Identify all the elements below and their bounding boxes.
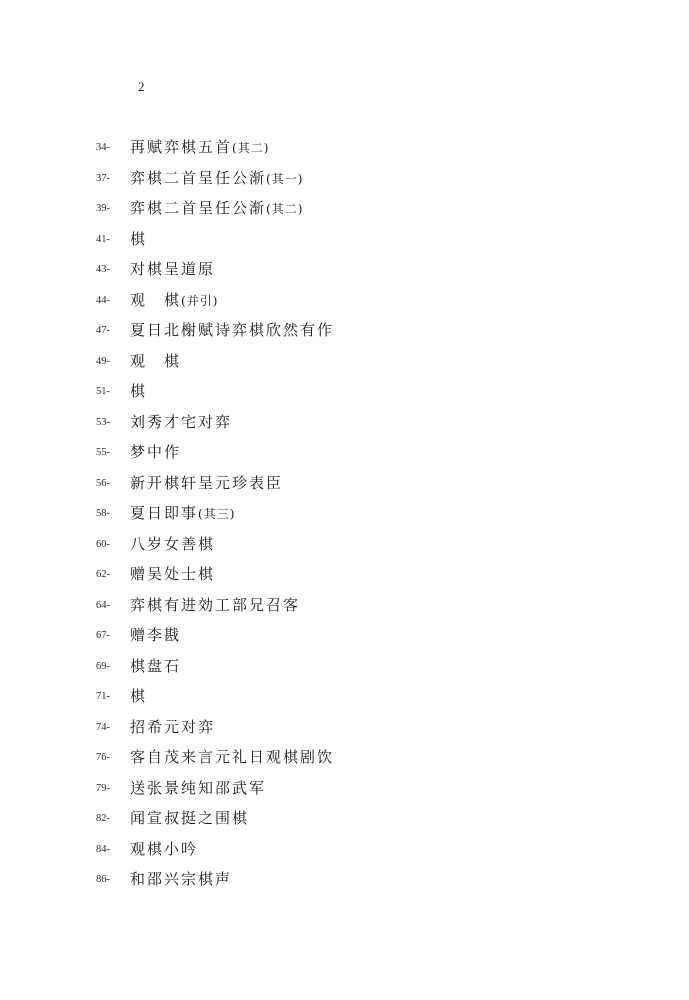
toc-title-text: 观 棋: [130, 351, 182, 370]
toc-title-text: 棋: [130, 382, 148, 400]
toc-entry: [0, 287, 689, 318]
toc-entry: [0, 592, 689, 623]
toc-title-text: 送张景纯知邵武军: [130, 778, 267, 797]
toc-title: [130, 472, 283, 495]
toc-title-text: 赠李戡: [130, 626, 182, 644]
toc-entry: [0, 836, 689, 867]
toc-page-ref: 79-: [96, 782, 110, 794]
toc-title-text: 弈棋二首呈任公渐: [130, 199, 267, 217]
toc-title-text: 夏日北榭赋诗弈棋欣然有作: [130, 321, 335, 339]
toc-title-text: 棋: [130, 229, 148, 248]
toc-page-ref: 43-: [96, 264, 110, 275]
toc-title-text: 棋盘石: [130, 656, 182, 675]
toc-page-ref: 58-: [96, 508, 110, 519]
toc-entry: [0, 500, 689, 531]
toc-title-text: 客自茂来言元礼日观棋剧饮: [130, 748, 335, 766]
toc-title: [130, 380, 147, 403]
toc-title: [130, 807, 249, 830]
toc-page-ref: 86-: [96, 874, 110, 885]
toc-title-text: 和邵兴宗棋声: [130, 870, 233, 888]
toc-entry: [0, 805, 689, 836]
toc-entry: [0, 378, 689, 409]
toc-entry: [0, 439, 689, 470]
toc-title-text: 再赋弈棋五首: [130, 138, 233, 156]
toc-title-text: 新开棋轩呈元珍表臣: [130, 473, 284, 492]
toc-title-text: 对棋呈道原: [130, 260, 216, 278]
toc-page-ref: 55-: [96, 447, 110, 458]
toc-entry: [0, 348, 689, 379]
toc-title: [130, 258, 215, 281]
toc-entry: [0, 714, 689, 745]
toc-title-text: 夏日即事: [130, 504, 199, 522]
toc-entry: [0, 134, 689, 165]
toc-title: [130, 136, 269, 159]
toc-page-ref: 41-: [96, 233, 110, 245]
toc-entry: [0, 531, 689, 562]
toc-title: [130, 441, 181, 464]
toc-entry: [0, 622, 689, 653]
toc-entry: [0, 256, 689, 287]
toc-page-ref: 47-: [96, 325, 110, 336]
toc-entry: [0, 317, 689, 348]
toc-title: [130, 624, 181, 647]
toc-page-ref: 69-: [96, 660, 110, 672]
toc-page-ref: 49-: [96, 355, 110, 367]
toc-title: [130, 167, 303, 190]
toc-title-note: (其三): [198, 507, 236, 521]
toc-title: [130, 228, 147, 251]
toc-title-text: 梦中作: [130, 443, 182, 461]
toc-page-ref: 74-: [96, 721, 110, 733]
toc-page-ref: 60-: [96, 538, 110, 550]
toc-title: [130, 319, 334, 342]
toc-page-ref: 62-: [96, 569, 110, 580]
toc-page-ref: 84-: [96, 843, 110, 855]
toc-entry: [0, 744, 689, 775]
toc-title: [130, 746, 334, 769]
toc-title: [130, 655, 181, 678]
toc-page-ref: 71-: [96, 691, 110, 702]
toc-entry: [0, 195, 689, 226]
toc-page-ref: 82-: [96, 813, 110, 824]
toc-page-ref: 64-: [96, 599, 110, 611]
toc-title-text: 弈棋二首呈任公渐: [130, 168, 267, 187]
toc-entry: [0, 866, 689, 897]
toc-page-ref: 51-: [96, 386, 110, 397]
toc-entry: [0, 653, 689, 684]
toc-title-text: 观棋小吟: [130, 839, 199, 858]
toc-title: [130, 563, 215, 586]
toc-page-ref: 39-: [96, 203, 110, 214]
toc-title-note: (其二): [232, 141, 270, 155]
toc-entry: [0, 561, 689, 592]
toc-title-note: (其一): [266, 171, 304, 186]
toc-page-ref: 37-: [96, 172, 110, 184]
toc-title: [130, 868, 232, 891]
toc-page-ref: 34-: [96, 142, 110, 153]
toc-title: [130, 533, 215, 556]
toc-title-text: 弈棋有进効工部兄召客: [130, 595, 301, 614]
toc-entry: [0, 165, 689, 196]
toc-page-ref: 76-: [96, 752, 110, 763]
toc-title-text: 八岁女善棋: [130, 534, 216, 553]
toc-title-text: 观 棋: [130, 290, 182, 309]
toc-page-ref: 44-: [96, 294, 110, 306]
toc-page-ref: 56-: [96, 477, 110, 489]
table-of-contents: [0, 134, 689, 897]
toc-title: [130, 594, 300, 617]
toc-entry: [0, 226, 689, 257]
toc-title-text: 棋: [130, 687, 148, 705]
toc-title-text: 刘秀才宅对弈: [130, 412, 233, 431]
toc-entry: [0, 775, 689, 806]
toc-title: [130, 685, 147, 708]
toc-title: [130, 289, 218, 312]
toc-title: [130, 350, 181, 373]
toc-title: [130, 838, 198, 861]
toc-title: [130, 777, 266, 800]
toc-page-ref: 53-: [96, 416, 110, 428]
toc-title: [130, 411, 232, 434]
toc-title-note: (并引): [181, 293, 219, 308]
toc-title-text: 闻宣叔挺之围棋: [130, 809, 250, 827]
toc-title-text: 招希元对弈: [130, 717, 216, 736]
toc-title: [130, 502, 235, 525]
page-number: 2: [138, 79, 145, 94]
toc-title-text: 赠吴处士棋: [130, 565, 216, 583]
toc-entry: [0, 409, 689, 440]
toc-title-note: (其二): [266, 202, 304, 216]
toc-page-ref: 67-: [96, 630, 110, 641]
toc-title: [130, 197, 303, 220]
toc-entry: [0, 470, 689, 501]
toc-title: [130, 716, 215, 739]
toc-entry: [0, 683, 689, 714]
